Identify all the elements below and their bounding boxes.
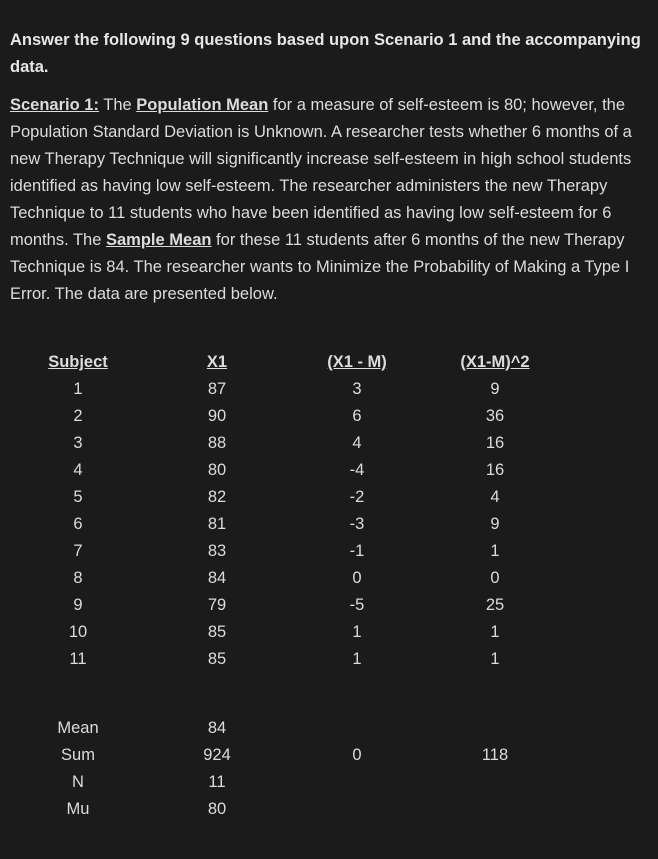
summary-value-squared-deviation: 118 [481,746,509,764]
table-cell-subject: 5 [73,488,83,506]
table-cell-squared-deviation: 4 [490,488,500,506]
summary-value-x1: 924 [203,746,231,764]
table-cell-squared-deviation: 9 [490,515,500,533]
column-header-deviation: (X1 - M) [327,353,387,371]
scenario-term-sample-mean: Sample Mean [106,231,212,249]
column-header-x1: X1 [206,353,228,371]
scenario-term-population-mean: Population Mean [136,96,269,114]
table-cell-squared-deviation: 16 [485,461,505,479]
table-cell-deviation: 3 [352,380,362,398]
table-cell-squared-deviation: 25 [485,596,505,614]
table-cell-deviation: -5 [349,596,365,614]
table-cell-deviation: 0 [352,569,362,587]
summary-label: Mu [66,800,90,818]
table-cell-subject: 10 [68,623,88,641]
column-header-squared-deviation: (X1-M)^2 [460,353,530,371]
table-cell-x1: 90 [207,407,227,425]
table-cell-squared-deviation: 9 [490,380,500,398]
table-cell-deviation: -3 [349,515,365,533]
scenario-text-2: for a measure of self-esteem is 80; however, the Population Standard Deviation is Unknown. A researcher tests whether 6 months of a new Therapy Technique will significantly increase self-esteem in high school students identified as having low self-esteem. The researcher administers the new Therapy Technique to 11 students who have been identified as having low self-esteem for 6 months. The [10,96,632,249]
table-cell-squared-deviation: 0 [490,569,500,587]
table-cell-deviation: -4 [349,461,365,479]
summary-value-deviation: 0 [352,746,362,764]
table-cell-x1: 80 [207,461,227,479]
table-cell-deviation: 1 [352,623,362,641]
table-cell-x1: 79 [207,596,227,614]
table-cell-subject: 3 [73,434,83,452]
table-cell-subject: 7 [73,542,83,560]
scenario-text-1: The [98,96,137,114]
table-cell-deviation: -1 [349,542,365,560]
table-cell-squared-deviation: 1 [490,623,500,641]
table-cell-subject: 9 [73,596,83,614]
table-cell-subject: 1 [73,380,83,398]
table-cell-subject: 11 [69,650,87,668]
table-cell-subject: 6 [73,515,83,533]
table-cell-x1: 83 [207,542,227,560]
summary-value-x1: 84 [207,719,227,737]
summary-value-x1: 80 [207,800,227,818]
column-header-subject: Subject [48,353,108,371]
scenario-text-3: for these 11 students after 6 months of the new Therapy Technique is 84. The researcher wants to Minimize the Probability of Making a Type I Error. The data are presented below. [10,231,630,303]
instructions-heading: Answer the following 9 questions based upon Scenario 1 and the accompanying data. [10,31,641,76]
table-cell-deviation: 1 [352,650,362,668]
table-cell-subject: 2 [73,407,83,425]
table-cell-squared-deviation: 16 [485,434,505,452]
table-cell-x1: 85 [207,623,227,641]
table-cell-squared-deviation: 1 [490,650,500,668]
table-cell-deviation: 4 [352,434,362,452]
table-cell-squared-deviation: 36 [485,407,505,425]
table-cell-x1: 87 [207,380,227,398]
table-cell-subject: 8 [73,569,83,587]
summary-label: N [72,773,84,791]
summary-label: Sum [61,746,95,764]
table-cell-x1: 85 [207,650,227,668]
table-cell-squared-deviation: 1 [490,542,500,560]
summary-value-x1: 11 [208,773,226,791]
table-cell-x1: 81 [207,515,227,533]
table-cell-deviation: -2 [349,488,365,506]
scenario-paragraph [10,92,652,308]
table-cell-x1: 84 [207,569,227,587]
table-cell-x1: 88 [207,434,227,452]
summary-label: Mean [57,719,99,737]
table-cell-deviation: 6 [352,407,362,425]
table-cell-x1: 82 [207,488,227,506]
table-cell-subject: 4 [73,461,83,479]
scenario-label: Scenario 1: [10,96,99,114]
